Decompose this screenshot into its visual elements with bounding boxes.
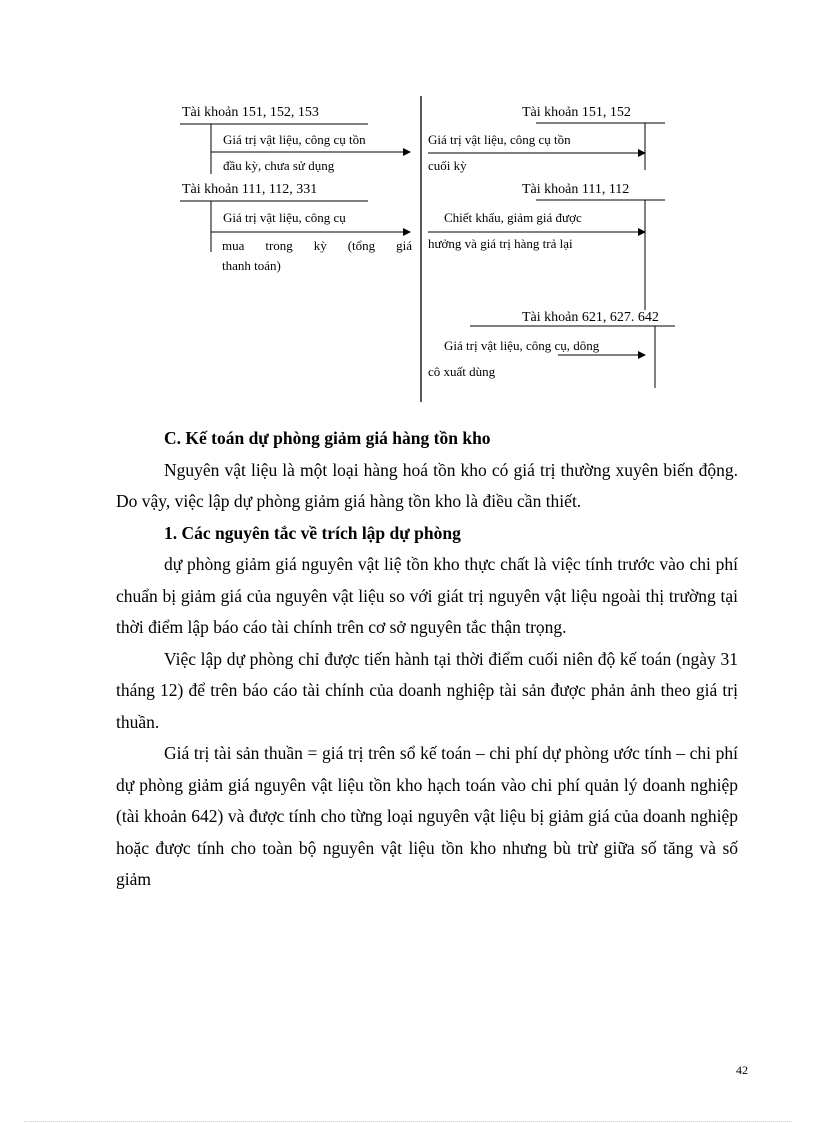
subsection-heading: 1. Các nguyên tắc về trích lập dự phòng (164, 522, 461, 543)
account-label-621-627-642: Tài khoản 621, 627. 642 (522, 310, 659, 325)
flow-label: cô xuất dùng (428, 364, 496, 379)
flow-label: Giá trị vật liệu, công cụ (223, 210, 346, 225)
flow-label: đầu kỳ, chưa sử dụng (223, 158, 335, 173)
intro-paragraph: Nguyên vật liệu là một loại hàng hoá tồn kho có giá trị thường xuyên biến động. Do vậy, việc lập dự phòng giảm giá hàng tồn kho là điều cần thiết. (116, 459, 738, 511)
flow-label: thanh toán) (222, 258, 281, 273)
flow-label: Giá trị vật liệu, công cụ tồn (428, 132, 571, 147)
flow-label: Giá trị vật liệu, công cụ, dông (444, 338, 600, 353)
page-number: 42 (736, 1063, 748, 1077)
account-label-151-152-153: Tài khoản 151, 152, 153 (182, 105, 319, 120)
accounting-flow-diagram (0, 0, 816, 410)
flow-label: Giá trị vật liệu, công cụ tồn (223, 132, 366, 147)
section-heading: C. Kế toán dự phòng giảm giá hàng tồn kho (164, 428, 491, 448)
flow-label: mua trong kỳ (tổng giá (222, 238, 412, 253)
account-label-111-112-331: Tài khoản 111, 112, 331 (182, 182, 318, 197)
paragraph: dự phòng giảm giá nguyên vật liệ tồn kho thực chất là việc tính trước vào chi phí chuẩn bị giảm giá của nguyên vật liệu so với giát trị nguyên vật liệu ngoài thị trường tại thời điểm lập báo cáo tài chính trên cơ sở nguyên tắc thận trọng. (116, 554, 738, 637)
paragraph: Giá trị tài sản thuần = giá trị trên sổ kế toán – chi phí dự phòng ước tính – chi phí dự phòng giảm giá nguyên vật liệu tồn kho hạch toán vào chi phí quản lý doanh nghiệp (tài khoản 642) và được tính cho từng loại nguyên vật liệu bị giảm giá của doanh nghiệp hoặc được tính cho toàn bộ nguyên vật liệu tồn kho nhưng bù trừ giữa số tăng và số giảm (116, 743, 738, 889)
account-label-111-112: Tài khoản 111, 112 (522, 182, 630, 197)
diagram-lines (0, 0, 816, 410)
flow-label: hưởng và giá trị hàng trả lại (428, 236, 573, 251)
flow-label: cuối kỳ (428, 158, 467, 173)
paragraph: Việc lập dự phòng chỉ được tiến hành tại thời điểm cuối niên độ kế toán (ngày 31 tháng 12) để trên báo cáo tài chính của doanh nghiệp tài sản được phản ảnh theo giá trị thuần. (116, 648, 738, 732)
flow-label: Chiết khấu, giảm giá được (444, 210, 582, 225)
footer-divider (24, 1121, 792, 1122)
body-text (116, 423, 738, 896)
account-label-151-152: Tài khoản 151, 152 (522, 105, 631, 120)
